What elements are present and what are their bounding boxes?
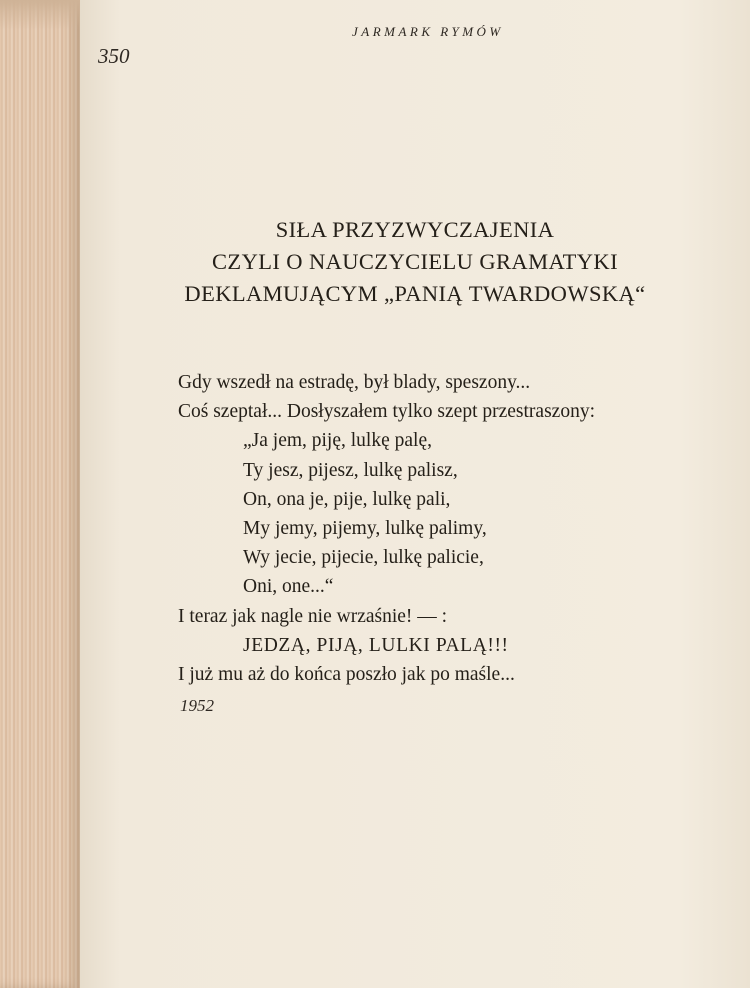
poem-line-shout: JEDZĄ, PIJĄ, LULKI PALĄ!!! — [243, 634, 509, 656]
title-line-3: DEKLAMUJĄCYM „PANIĄ TWARDOWSKĄ“ — [184, 281, 646, 306]
poem-line: Gdy wszedł na estradę, był blady, speszony... — [178, 372, 531, 393]
page-edge-shadow — [0, 0, 80, 30]
running-header: JARMARK RYMÓW — [352, 24, 504, 39]
poem-line: Coś szeptał... Dosłyszałem tylko szept przestraszony: — [178, 401, 595, 423]
poem-line-indented: My jemy, pijemy, lulkę palimy, — [243, 518, 487, 540]
poem-line-indented: „Ja jem, piję, lulkę palę, — [243, 430, 432, 452]
poem-line-indented: Wy jecie, pijecie, lulkę palicie, — [243, 547, 484, 569]
poem-line-indented: Ty jesz, pijesz, lulkę palisz, — [243, 459, 458, 481]
poem-title — [80, 214, 750, 310]
poem-body — [178, 368, 595, 689]
poem-line-indented: Oni, one...“ — [243, 576, 334, 598]
poem-line: I teraz jak nagle nie wrzaśnie! — : — [178, 605, 448, 627]
title-line-2: CZYLI O NAUCZYCIELU GRAMATYKI — [212, 249, 618, 274]
book-page-edges — [0, 0, 80, 988]
poem-year: 1952 — [180, 696, 214, 715]
poem-line: I już mu aż do końca poszło jak po maśle... — [178, 664, 515, 686]
poem-line-indented: On, ona je, pije, lulkę pali, — [243, 488, 451, 510]
page-number: 350 — [98, 44, 130, 68]
title-line-1: SIŁA PRZYZWYCZAJENIA — [275, 217, 555, 242]
